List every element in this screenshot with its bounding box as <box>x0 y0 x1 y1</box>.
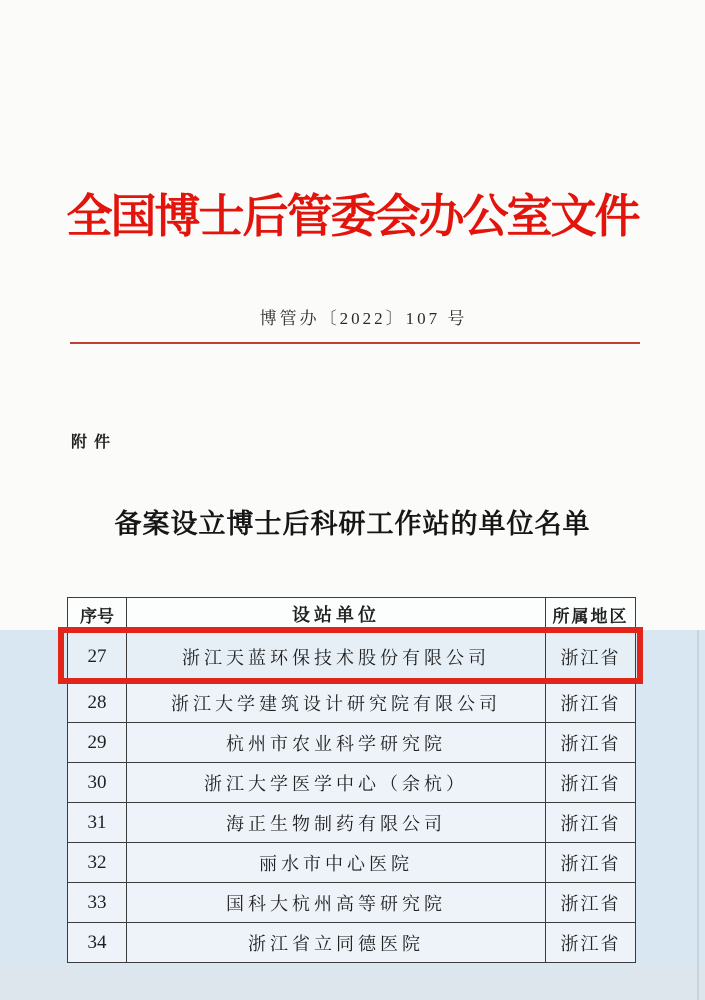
cell-region: 浙江省 <box>546 843 636 883</box>
cell-region: 浙江省 <box>546 883 636 923</box>
table-row-29 <box>68 723 636 763</box>
cell-unit: 丽水市中心医院 <box>127 843 546 883</box>
table-row-31 <box>68 803 636 843</box>
cell-unit: 浙江大学医学中心（余杭） <box>127 763 546 803</box>
column-header-no: 序号 <box>68 598 127 631</box>
document-header-title: 全国博士后管委会办公室文件 <box>66 191 639 242</box>
cell-no: 28 <box>68 683 127 723</box>
cell-region: 浙江省 <box>546 763 636 803</box>
cell-region: 浙江省 <box>546 683 636 723</box>
cell-no: 31 <box>68 803 127 843</box>
cell-no: 30 <box>68 763 127 803</box>
table-header-row <box>68 598 636 631</box>
scan-edge-line <box>697 630 699 1000</box>
cell-region: 浙江省 <box>546 723 636 763</box>
cell-unit: 国科大杭州高等研究院 <box>127 883 546 923</box>
cell-unit: 杭州市农业科学研究院 <box>127 723 546 763</box>
cell-no: 29 <box>68 723 127 763</box>
table-row-30 <box>68 763 636 803</box>
column-header-unit: 设站单位 <box>127 598 546 631</box>
cell-unit: 浙江天蓝环保技术股份有限公司 <box>127 631 546 683</box>
cell-unit: 浙江大学建筑设计研究院有限公司 <box>127 683 546 723</box>
table-row-28 <box>68 683 636 723</box>
table-row-32 <box>68 843 636 883</box>
cell-region: 浙江省 <box>546 803 636 843</box>
cell-no: 34 <box>68 923 127 963</box>
cell-region: 浙江省 <box>546 631 636 683</box>
table-row-33 <box>68 883 636 923</box>
table-row-27 <box>68 631 636 683</box>
red-divider-rule <box>70 342 640 344</box>
cell-region: 浙江省 <box>546 923 636 963</box>
scan-bottom-strip <box>0 966 705 1000</box>
units-table <box>67 597 636 963</box>
table-row-34 <box>68 923 636 963</box>
column-header-region: 所属地区 <box>546 598 636 631</box>
cell-no: 32 <box>68 843 127 883</box>
document-number: 博管办〔2022〕107 号 <box>259 309 468 328</box>
list-title: 备案设立博士后科研工作站的单位名单 <box>114 509 591 539</box>
cell-no: 27 <box>68 631 127 683</box>
attachment-label: 附件 <box>71 434 118 451</box>
cell-no: 33 <box>68 883 127 923</box>
cell-unit: 海正生物制药有限公司 <box>127 803 546 843</box>
cell-unit: 浙江省立同德医院 <box>127 923 546 963</box>
